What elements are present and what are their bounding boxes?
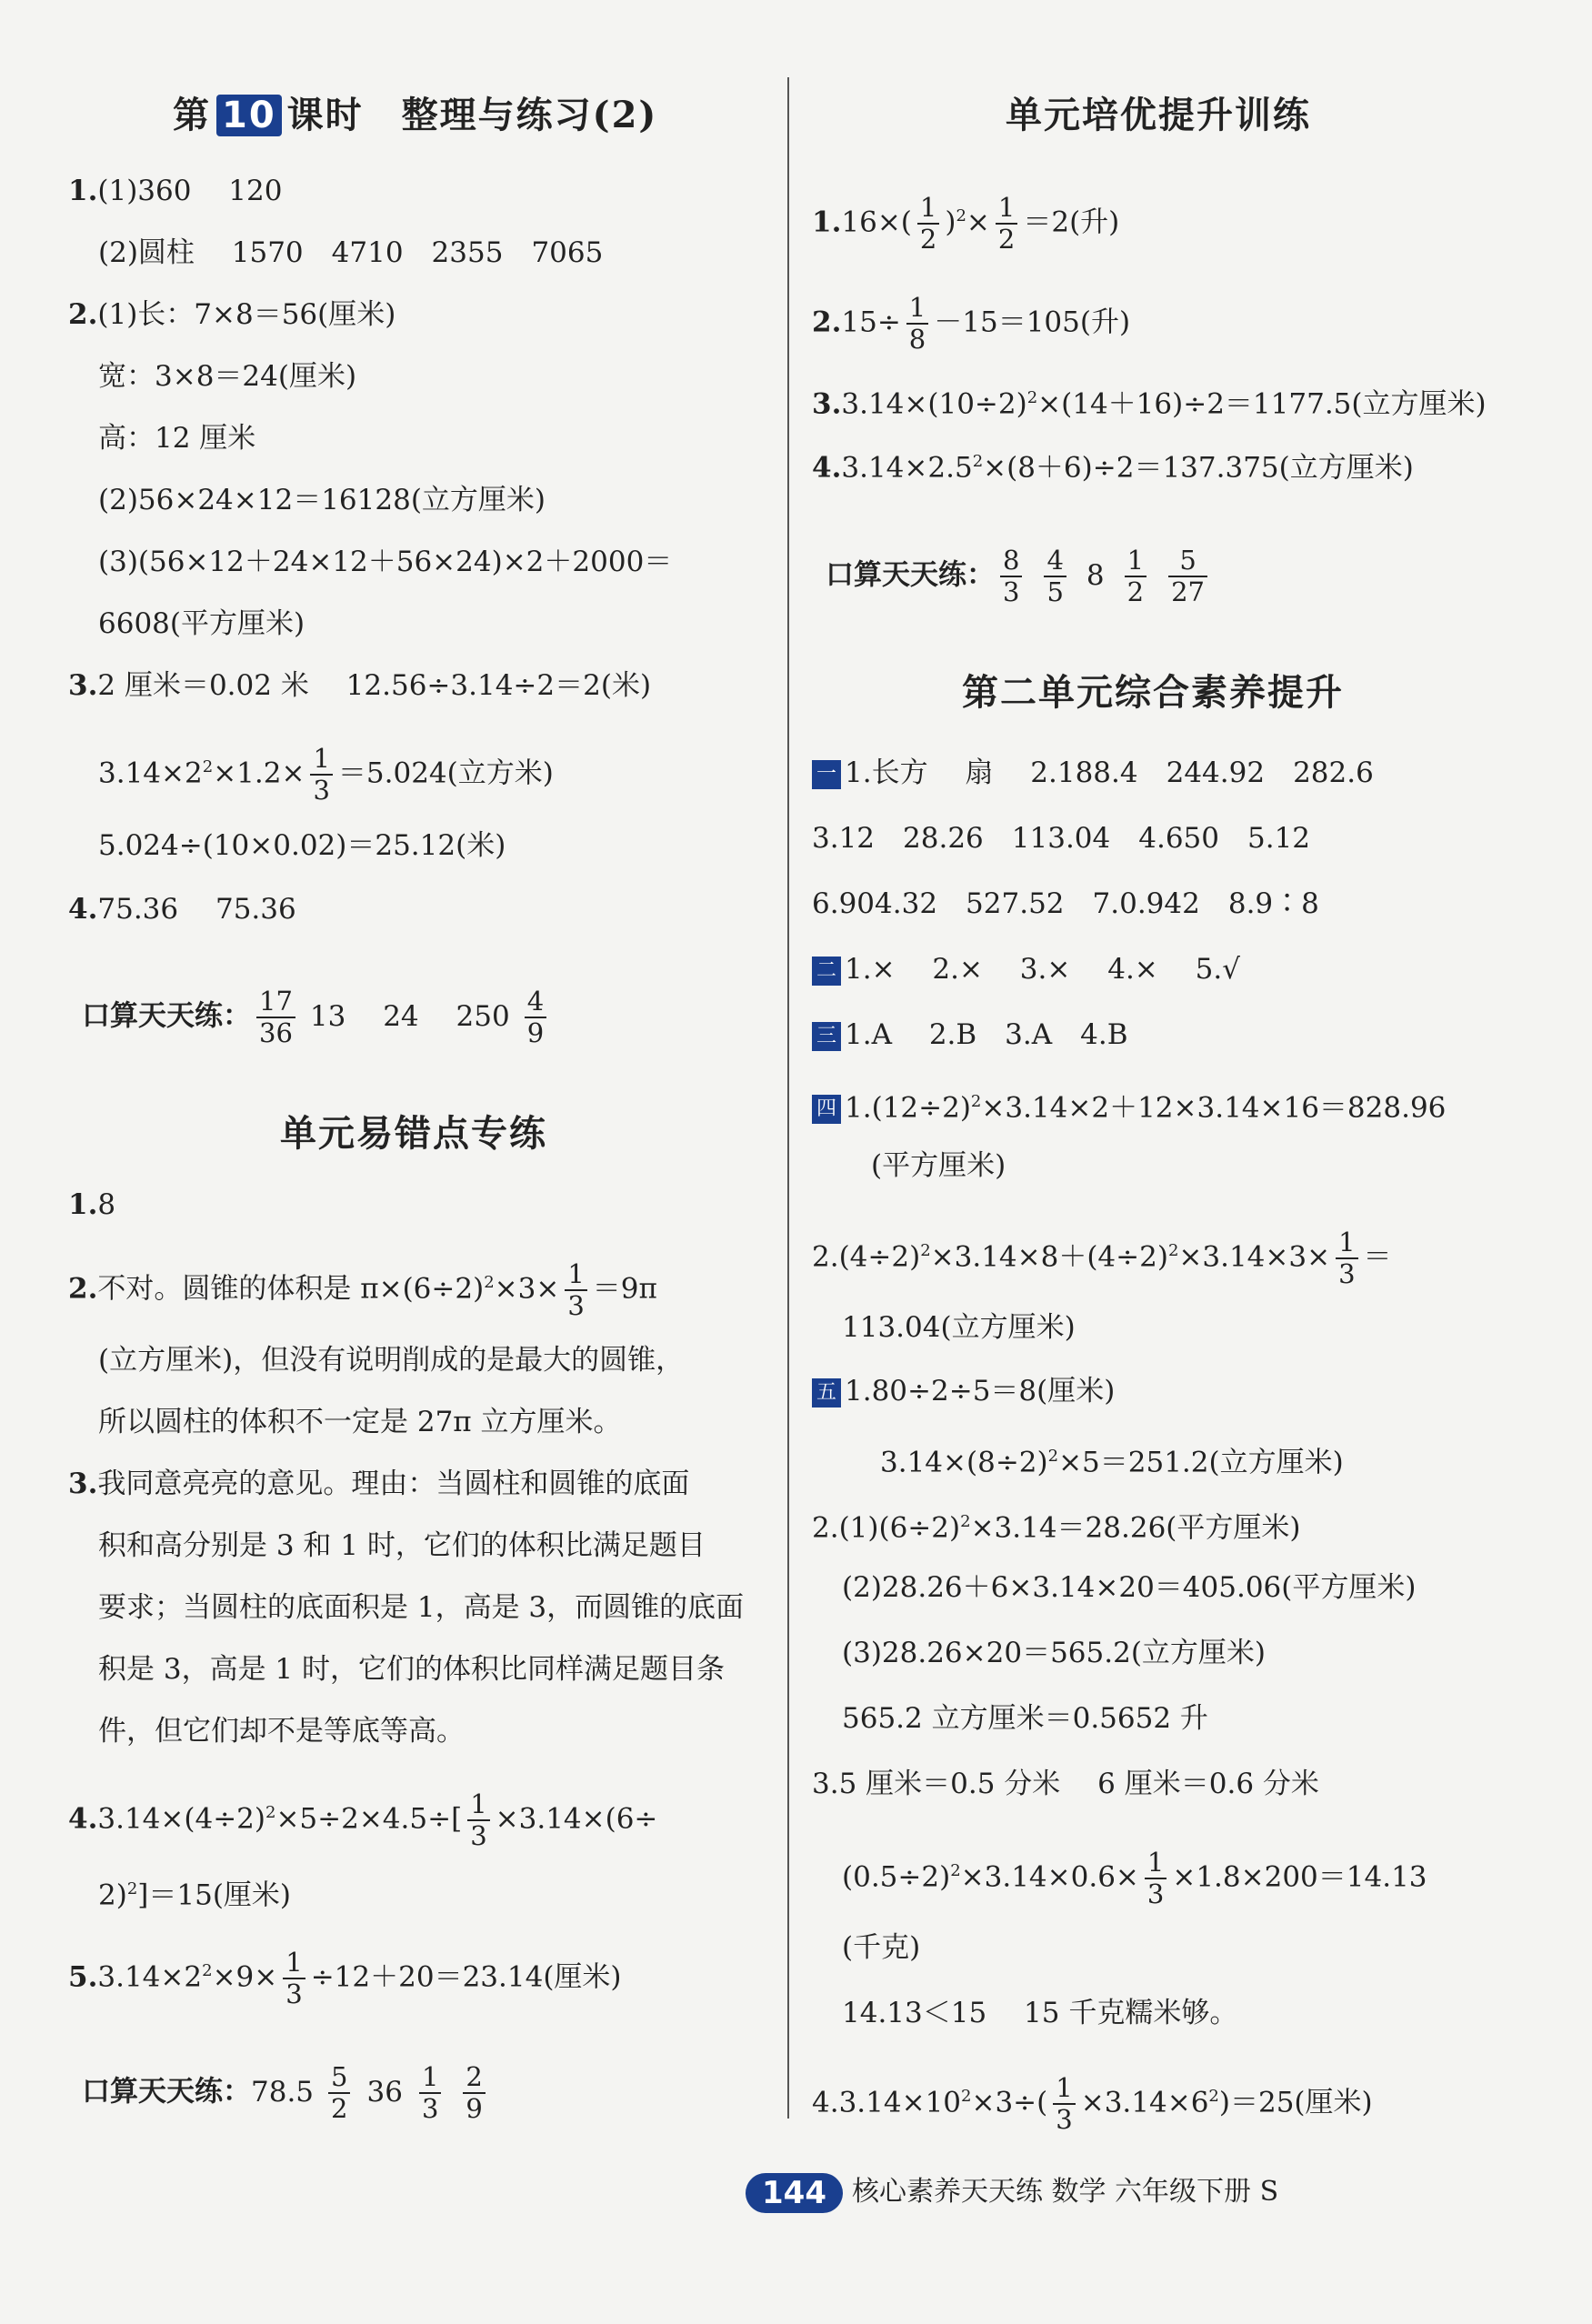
err-1 [68,1187,115,1223]
expr-part: ＝9π [592,1272,657,1306]
numerator: 1 [1125,546,1146,577]
part-5-line-2 [880,1438,1344,1480]
exponent: 2 [202,1961,213,1981]
exponent: 2 [484,1273,495,1293]
expr-part: ＝5.024(立方米) [337,756,554,790]
expr-part: ×3.14×2＋12×3.14×16＝828.96 [981,1091,1447,1125]
numerator: 1 [906,293,928,325]
answer-2b [98,358,356,395]
page-number-badge: 144 [746,2173,843,2213]
exponent: 2 [1026,388,1038,407]
answer-text: (2)56×24×12＝16128(立方厘米) [98,484,546,516]
err-4b [98,1871,291,1913]
numerator: 1 [310,744,332,776]
item-number: 4. [812,451,842,485]
lesson-title-prefix: 第 [173,94,211,136]
lesson-title-text: 课时 整理与练习(2) [286,94,658,136]
item-number: 5. [68,1960,98,1994]
item-number: 1. [68,1188,98,1221]
item-number: 2. [812,306,842,339]
exponent: 2 [970,1092,982,1111]
expr-part: ×(14＋16)÷2＝1177.5(立方厘米) [1037,387,1487,421]
expr-part: ×5÷2×4.5÷[ [275,1802,463,1836]
part-3 [812,1017,1128,1053]
denominator: 3 [421,2093,439,2124]
numerator: 1 [917,193,939,225]
mental-math-label: 口算天天练： [826,558,995,592]
part-5-line-3 [812,1504,1301,1546]
answer-2d [98,482,546,518]
expr-part: ×3÷( [971,2086,1048,2119]
exponent: 2 [920,1241,931,1261]
adv-3 [812,380,1487,422]
err-2 [68,1259,657,1321]
answer-text: 积是 3，高是 1 时，它们的体积比同样满足题目条 [98,1653,726,1686]
fraction [1044,546,1066,607]
column-divider [787,77,789,2119]
fraction [467,1789,489,1851]
expr-part: ×1.8×200＝14.13 [1172,1860,1427,1894]
expr-part: 2.(4÷2) [812,1240,921,1274]
expr-part: × [966,205,990,239]
answer-text: (1)长：7×8＝56(厘米) [97,298,396,331]
denominator: 3 [313,775,330,806]
adv-1 [812,193,1119,255]
denominator: 5 [1046,576,1064,607]
answer-1a [68,173,282,209]
part-4-line-1 [812,1084,1446,1126]
numerator: 8 [1000,546,1022,577]
expr-part: ×(8＋6)÷2＝137.375(立方厘米) [983,451,1414,485]
fraction [906,293,928,355]
part-5-line-8 [842,1848,1427,1909]
expr-part: ×3.14×0.6× [960,1860,1139,1894]
answer-text: (千克) [842,1931,921,1964]
answer-text: (3)28.26×20＝565.2(立方厘米) [842,1637,1267,1669]
err-4 [68,1789,657,1851]
exponent: 2 [950,1861,961,1881]
mental-math-label: 口算天天练： [82,999,251,1033]
answer-text: 积和高分别是 3 和 1 时，它们的体积比满足题目 [98,1529,706,1562]
answer-3c [98,827,506,864]
mental-math-1 [82,987,552,1048]
answer-text: 6608(平方厘米) [98,607,305,640]
item-number: 3. [68,1468,98,1500]
item-number: 2. [68,1272,98,1306]
fraction [328,2062,350,2124]
answer-text: 14.13＜15 15 千克糯米够。 [842,1997,1238,2029]
section-title-comprehensive: 第二单元综合素养提升 [962,671,1344,714]
answer-text: 要求；当圆柱的底面积是 1，高是 3，而圆锥的底面 [98,1591,745,1624]
answer-text: (2)28.26＋6×3.14×20＝405.06(平方厘米) [842,1571,1417,1604]
numerator: 1 [467,1789,489,1821]
denominator: 2 [997,224,1016,255]
fraction [996,193,1017,255]
answer-4 [68,891,296,927]
part-4-line-3 [812,1227,1392,1289]
numerator: 1 [996,193,1017,225]
section-tag-badge: 二 [812,957,841,986]
answer-2f [98,606,305,642]
numerator: 1 [1336,1227,1357,1259]
exponent: 2 [265,1803,276,1823]
numerator: 17 [256,987,295,1018]
answer-text: (2)圆柱 1570 4710 2355 7065 [98,236,604,269]
answer-2a [68,296,395,333]
err-2b [98,1342,684,1378]
denominator: 3 [1056,2104,1073,2135]
expr-part: ×1.2× [213,756,305,790]
exponent: 2 [126,1879,138,1898]
section-tag-badge: 三 [812,1022,841,1051]
answer-text: 宽：3×8＝24(厘米) [98,360,357,393]
fraction [1053,2073,1075,2135]
answer-text: 1.80÷2÷5＝8(厘米) [845,1375,1116,1407]
answer-text: (3)(56×12＋24×12＋56×24)×2＋2000＝ [98,546,673,578]
answer-text: 1.长方 扇 2.188.4 244.92 282.6 [845,756,1374,789]
mental-math-3 [826,546,1213,607]
answer-text: 1.× 2.× 3.× 4.× 5.√ [845,953,1240,986]
numerator: 1 [1145,1848,1166,1879]
expr-part: 4.3.14×10 [812,2086,962,2119]
expr-part: ×3.14×8＋(4÷2) [930,1240,1168,1274]
expr-part: 3.14×(8÷2) [880,1446,1048,1479]
expr-part: (0.5÷2) [842,1860,951,1894]
answer-text: 件，但它们却不是等底等高。 [98,1715,465,1748]
denominator: 9 [526,1017,545,1048]
err-3b [98,1528,706,1564]
item-number: 1. [812,205,842,239]
answer-text: 113.04(立方厘米) [842,1311,1076,1344]
fraction [463,2062,485,2124]
denominator: 3 [1146,1878,1165,1909]
answer-text: 3.5 厘米＝0.5 分米 6 厘米＝0.6 分米 [812,1768,1319,1800]
adv-4 [812,444,1414,486]
expr-part: 3.14×2.5 [841,451,973,485]
part-1-line-1 [812,755,1374,791]
page-footer [746,2169,1278,2213]
numerator: 4 [525,987,546,1018]
denominator: 2 [1126,576,1145,607]
fraction [310,744,332,806]
expr-part: 2.(1)(6÷2) [812,1511,961,1545]
err-3 [68,1466,689,1502]
answer-3a [68,667,651,704]
expr-part: 15÷ [841,306,901,339]
expr-part: ×3.14＝28.26(平方厘米) [970,1511,1301,1545]
lesson-title [173,86,657,138]
answer-2e [98,544,672,580]
exponent: 2 [956,206,966,226]
mental-math-2 [82,2062,491,2124]
item-number: 3. [812,387,842,421]
denominator: 9 [466,2093,483,2124]
err-5 [68,1948,622,2009]
denominator: 2 [919,224,937,255]
adv-2 [812,293,1130,355]
expr-part: ×3.14×(6÷ [495,1802,658,1836]
expr-part: －15＝105(升) [934,306,1131,339]
answer-text: 高：12 厘米 [98,422,256,455]
section-tag-badge: 五 [812,1378,841,1407]
answer-text: (平方厘米) [871,1149,1006,1182]
numerator: 1 [419,2062,441,2094]
section-title-advanced: 单元培优提升训练 [1006,94,1311,136]
part-1-line-2 [812,820,1310,856]
exponent: 2 [1047,1447,1059,1466]
exponent: 2 [1167,1241,1179,1261]
err-3e [98,1713,465,1749]
fraction [419,2062,441,2124]
answer-text: 565.2 立方厘米＝0.5652 升 [842,1702,1208,1735]
item-number: 4. [68,893,98,926]
expr-part: 13 24 250 [309,999,510,1033]
part-5-line-10 [842,1995,1237,2031]
exponent: 2 [972,452,984,471]
expr-part: 16×( [841,205,912,239]
answer-text: 8 [97,1188,116,1221]
expr-part: ×3.14×6 [1080,2086,1209,2119]
denominator: 3 [1338,1258,1356,1289]
mental-math-label: 口算天天练： [82,2075,251,2109]
expr-part: 8 [1086,558,1105,592]
numerator: 1 [1053,2073,1075,2105]
fraction [256,987,295,1048]
denominator: 3 [285,1978,303,2009]
denominator: 8 [908,324,926,355]
fraction [1125,546,1146,607]
err-2c [98,1404,622,1440]
fraction [1336,1227,1357,1289]
expr-part: ×5＝251.2(立方厘米) [1058,1446,1344,1479]
exponent: 2 [961,2087,972,2107]
part-5-line-11 [812,2073,1373,2135]
part-5-line-6 [842,1700,1208,1737]
part-5-line-9 [842,1929,920,1966]
expr-part: 3.14×(4÷2) [97,1802,265,1836]
item-number: 1. [68,175,98,207]
expr-part: 3.14×2 [98,756,203,790]
denominator: 36 [259,1017,293,1048]
expr-part: 78.5 [251,2075,315,2109]
expr-part: 36 [366,2075,403,2109]
expr-part: 3.14×2 [97,1960,203,1994]
item-number: 2. [68,298,98,331]
fraction [917,193,939,255]
section-tag-badge: 四 [812,1095,841,1124]
expr-part: 2) [98,1878,127,1912]
expr-part: ×3.14×3× [1178,1240,1331,1274]
numerator: 2 [463,2062,485,2094]
expr-part: 3.14×(10÷2) [841,387,1027,421]
numerator: 1 [565,1259,586,1291]
part-4-line-4 [842,1309,1076,1346]
denominator: 27 [1171,576,1205,607]
item-number: 3. [68,669,98,702]
answer-text: 6.904.32 527.52 7.0.942 8.9∶8 [812,887,1319,920]
exponent: 2 [960,1512,971,1531]
part-4-line-2 [871,1147,1006,1184]
part-2 [812,951,1240,987]
answer-text: 75.36 75.36 [97,893,296,926]
fraction [1168,546,1207,607]
section-title-errors: 单元易错点专练 [280,1112,547,1155]
answer-text: 3.12 28.26 113.04 4.650 5.12 [812,822,1311,855]
expr-part: 1.(12÷2) [845,1091,971,1125]
numerator: 4 [1044,546,1066,577]
answer-text: 1.A 2.B 3.A 4.B [845,1018,1128,1051]
expr-part: ×9× [212,1960,278,1994]
answer-text: 2 厘米＝0.02 米 12.56÷3.14÷2＝2(米) [97,669,652,702]
denominator: 2 [331,2093,348,2124]
denominator: 3 [470,1820,487,1851]
answer-text: 5.024÷(10×0.02)＝25.12(米) [98,829,506,862]
expr-part: ＝ [1363,1240,1392,1274]
item-number: 4. [68,1802,98,1836]
numerator: 1 [283,1948,305,1979]
answer-text: (1)360 120 [97,175,283,207]
fraction [283,1948,305,2009]
expr-part: ×3× [494,1272,560,1306]
answer-3b [98,744,554,806]
fraction [1145,1848,1166,1909]
part-5-line-7 [812,1766,1319,1802]
part-5-line-4 [842,1569,1416,1606]
part-5-line-5 [842,1635,1266,1671]
answer-1b [98,235,603,271]
expr-part: ＝2(升) [1023,205,1120,239]
expr-part: ÷12＋20＝23.14(厘米) [310,1960,622,1994]
numerator: 5 [1168,546,1207,577]
fraction [565,1259,586,1321]
answer-2c [98,420,255,456]
fraction [1000,546,1022,607]
answer-text: 我同意亮亮的意见。理由：当圆柱和圆锥的底面 [97,1468,690,1500]
err-3c [98,1589,744,1626]
expr-part: 不对。圆锥的体积是 π×(6÷2) [97,1272,485,1306]
exponent: 2 [1208,2087,1219,2107]
denominator: 3 [567,1290,585,1321]
fraction [525,987,546,1048]
part-5-line-1 [812,1373,1115,1409]
book-title: 核心素养天天练 数学 六年级下册 S [851,2176,1279,2208]
exponent: 2 [202,757,214,777]
denominator: 3 [1003,576,1020,607]
section-tag-badge: 一 [812,760,841,789]
lesson-number-badge: 10 [216,95,282,136]
err-3d [98,1651,725,1688]
expr-part: ) [945,205,956,239]
expr-part: ]＝15(厘米) [137,1878,292,1912]
answer-text: (立方厘米)，但没有说明削成的是最大的圆锥， [98,1344,685,1377]
answer-text: 所以圆柱的体积不一定是 27π 立方厘米。 [98,1406,622,1438]
part-1-line-3 [812,886,1319,922]
numerator: 5 [328,2062,350,2094]
expr-part: )＝25(厘米) [1218,2086,1373,2119]
